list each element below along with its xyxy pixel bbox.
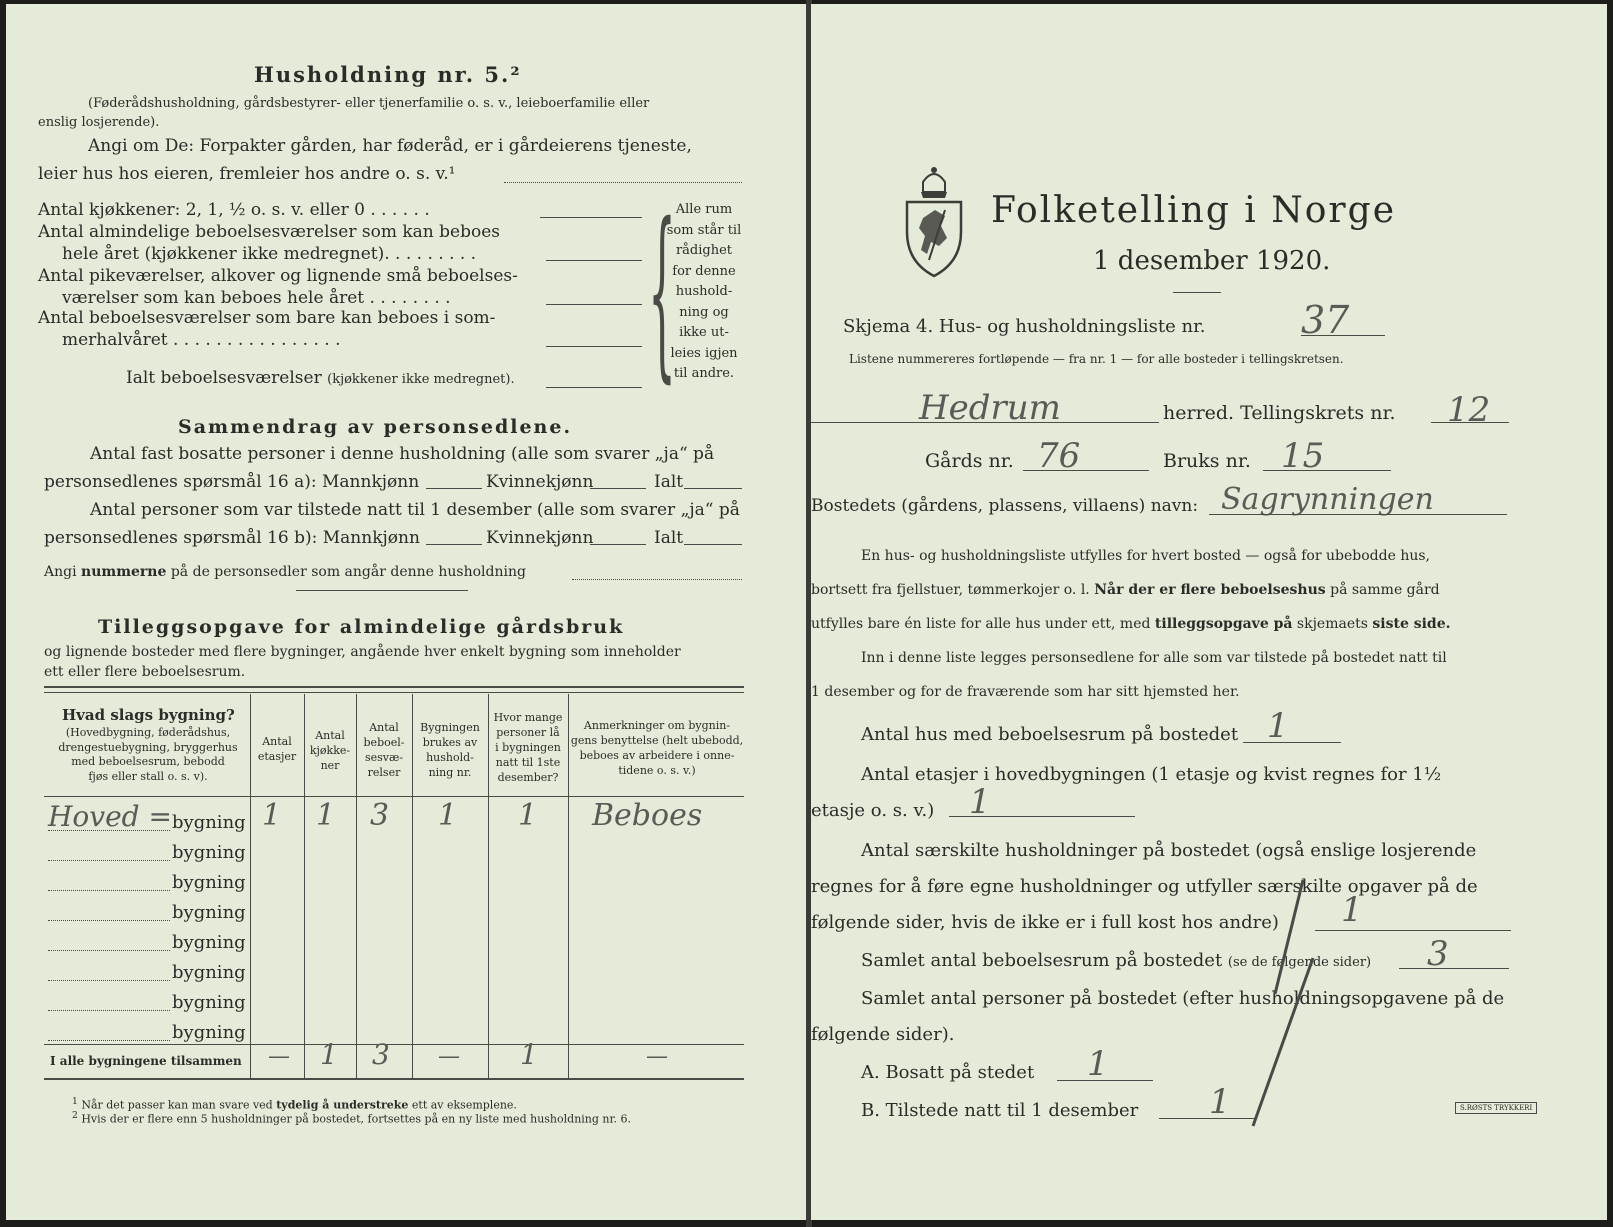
- angi-bold: nummerne: [81, 564, 167, 580]
- brace-note-line: ikke ut-: [679, 325, 729, 340]
- bosted-label: Bostedets (gårdens, plassens, villaens) navn:: [811, 496, 1199, 516]
- col3-header: [304, 728, 356, 773]
- col4-header-line: Antal: [369, 721, 399, 734]
- row-label: bygning: [172, 812, 246, 833]
- maid-fill: [546, 304, 642, 305]
- col2-header-line: etasjer: [257, 750, 297, 763]
- brace-note-line: leies igjen: [670, 345, 738, 361]
- bosted-name: Sagrynningen: [1221, 482, 1434, 517]
- q-pers-1: Samlet antal personer på bostedet (efter husholdningsopgavene på de: [861, 988, 1505, 1009]
- col6-header-line: desember?: [497, 771, 559, 784]
- summary-p1-1: Antal fast bosatte personer i denne husholdning (alle som svarer „ja“ på: [90, 444, 715, 464]
- col5-header-line: brukes av: [422, 736, 478, 749]
- q-hush-answer: 1: [1341, 890, 1363, 930]
- row-label: bygning: [172, 962, 246, 983]
- bosted-fill: [1209, 514, 1507, 515]
- summary-title: Sammendrag av personsedlene.: [178, 416, 573, 438]
- row-name-fill: [48, 890, 170, 891]
- total-husholdning: —: [438, 1044, 460, 1069]
- row-name-fill: [48, 1010, 170, 1011]
- q-hush-1: Antal særskilte husholdninger på bostedet (også enslige losjerende: [861, 840, 1477, 861]
- gards-fill: [1023, 470, 1149, 471]
- col6-header-line: natt til 1ste: [495, 756, 561, 769]
- row-name-fill: [48, 1040, 170, 1041]
- p1-ialt-fill: [684, 488, 742, 489]
- total-label: I alle bygningene tilsammen: [50, 1054, 242, 1068]
- table-top-rule: [44, 686, 744, 688]
- row-husholdning: 1: [438, 798, 458, 833]
- rooms-ordinary-2: hele året (kjøkkener ikke medregnet). . . . . . . . .: [62, 244, 477, 264]
- col2-header-line: Antal: [262, 735, 292, 748]
- col6-header-line: personer lå: [496, 726, 560, 739]
- col1-sub: [48, 726, 248, 784]
- summary-p2-1: Antal personer som var tilstede natt til 1 desember (alle som svarer „ja“ på: [90, 500, 740, 520]
- rooms-total-paren: (kjøkkener ikke medregnet).: [327, 372, 515, 387]
- total-personer: 1: [520, 1038, 538, 1071]
- col6-header-line: Hvor mange: [493, 711, 563, 724]
- q-etasjer-fill: [949, 816, 1135, 817]
- col7-header-line: gens benyttelse (helt ubebodd,: [570, 734, 744, 747]
- angi-nummer-fill: [572, 579, 742, 580]
- listene-note: Listene nummereres fortløpende — fra nr. 1 — for alle bosteder i tellingskretsen.: [849, 352, 1344, 366]
- q-rum-fill: [1399, 968, 1509, 969]
- footnote-2-text: Hvis der er flere enn 5 husholdninger på bostedet, fortsettes på en ny liste med husholdning nr. 6.: [81, 1112, 632, 1126]
- col4-header-line: beboel-: [363, 736, 405, 749]
- bruks-number: 15: [1281, 436, 1325, 476]
- info-2-bold: Når der er flere beboelseshus: [1094, 582, 1326, 598]
- info-2-post: på samme gård: [1330, 582, 1440, 598]
- p1-kvinne: Kvinnekjønn: [486, 472, 594, 492]
- p2-mann-fill: [426, 544, 482, 545]
- q-pers-2: følgende sider).: [811, 1024, 955, 1045]
- p1-kvinne-fill: [590, 488, 646, 489]
- census-date: 1 desember 1920.: [1093, 246, 1331, 276]
- col7-header-line: beboes av arbeidere i onne-: [579, 749, 735, 762]
- footnote-2: [72, 1110, 631, 1126]
- gards-label: Gårds nr.: [925, 450, 1014, 472]
- row-label: bygning: [172, 902, 246, 923]
- row-label: bygning: [172, 842, 246, 863]
- rooms-ordinary-1: Antal almindelige beboelsesværelser som kan beboes: [38, 222, 500, 242]
- q-etasjer-answer: 1: [969, 782, 991, 822]
- info-3: [811, 616, 1451, 632]
- q-tilstede-answer: 1: [1209, 1082, 1231, 1122]
- footnote-1-post: ett av eksemplene.: [411, 1098, 517, 1112]
- angi-line-1: Angi om De: Forpakter gården, har føderåd, er i gårdeierens tjeneste,: [88, 136, 692, 156]
- table-header-rule: [44, 796, 744, 797]
- main-title: Folketelling i Norge: [991, 190, 1396, 231]
- title-rule: [1173, 292, 1221, 293]
- p1-mann-fill: [426, 488, 482, 489]
- col1-sub-line: (Hovedbygning, føderådshus,: [65, 726, 231, 739]
- herred-label: herred. Tellingskrets nr.: [1163, 402, 1396, 424]
- rooms-summer-1: Antal beboelsesværelser som bare kan beboes i som-: [38, 308, 496, 328]
- row-name-fill: [48, 920, 170, 921]
- col7-header-line: tidene o. s. v.): [618, 764, 696, 777]
- summer-fill: [546, 346, 642, 347]
- row-hw-name: Hoved =: [48, 800, 172, 833]
- q-hus-fill: [1243, 742, 1341, 743]
- brace-icon: {: [648, 187, 676, 402]
- rooms-kitchens: Antal kjøkkener: 2, 1, ½ o. s. v. eller 0 . . . . . .: [38, 200, 430, 220]
- col1-sub-line: med beboelsesrum, bebodd: [71, 755, 225, 768]
- brace-note-line: ning og: [679, 304, 729, 320]
- table-top-rule-2: [44, 692, 744, 693]
- col1-title: Hvad slags bygning?: [62, 706, 235, 724]
- info-2-pre: bortsett fra fjellstuer, tømmerkojer o. l.: [811, 582, 1090, 598]
- supplement-desc-1: og lignende bosteder med flere bygninger, angående hver enkelt bygning som inneholder: [44, 644, 681, 660]
- p2-ialt: Ialt: [654, 528, 684, 548]
- q-rum-answer: 3: [1427, 934, 1449, 974]
- p2-kvinne-fill: [590, 544, 646, 545]
- bruks-fill: [1263, 470, 1391, 471]
- q-hush-3: følgende sider, hvis de ikke er i full kost hos andre): [811, 912, 1279, 933]
- total-etasjer: —: [268, 1044, 290, 1069]
- col2-header: [250, 734, 304, 764]
- row-personer: 1: [518, 798, 538, 833]
- angi-fill-line: [504, 182, 742, 183]
- q-hus-answer: 1: [1267, 706, 1289, 746]
- household-title: Husholdning nr. 5.²: [254, 62, 522, 87]
- info-5: 1 desember og for de fraværende som har sitt hjemsted her.: [811, 684, 1240, 700]
- q-hush-2: regnes for å føre egne husholdninger og utfyller særskilte opgaver på de: [811, 876, 1478, 897]
- pencil-mark-icon: [1191, 874, 1351, 1134]
- coat-of-arms-icon: [901, 162, 967, 280]
- col3-header-line: ner: [320, 759, 340, 772]
- row-label: bygning: [172, 1022, 246, 1043]
- total-vaerelser: 3: [372, 1038, 390, 1071]
- q-rum-paren: (se de følgende sider): [1227, 955, 1372, 970]
- footnote-1-mark: 1: [72, 1096, 78, 1107]
- col3-header-line: Antal: [315, 729, 345, 742]
- total-kjokken: 1: [320, 1038, 338, 1071]
- col6-header-line: i bygningen: [495, 741, 561, 754]
- brace-note: [662, 200, 746, 385]
- row-label: bygning: [172, 932, 246, 953]
- col3-header-line: kjøkke-: [309, 744, 351, 757]
- col5-header: [412, 720, 488, 780]
- footnote-1-bold: tydelig å understreke: [276, 1098, 409, 1112]
- rooms-maid-2: værelser som kan beboes hele året . . . . . . . .: [62, 288, 451, 308]
- q-tilstede: B. Tilstede natt til 1 desember: [861, 1100, 1139, 1121]
- gards-number: 76: [1037, 436, 1081, 476]
- col5-header-line: Bygningen: [420, 721, 480, 734]
- left-page: [6, 4, 808, 1220]
- row-etasjer: 1: [262, 798, 282, 833]
- col4-header-line: relser: [367, 766, 401, 779]
- angi-line-2: leier hus hos eieren, fremleier hos andre o. s. v.¹: [38, 164, 456, 184]
- brace-note-line: som står til: [666, 222, 742, 238]
- intro-paren: (Føderådshusholdning, gårdsbestyrer- eller tjenerfamilie o. s. v., leieboerfamilie eller: [88, 96, 650, 111]
- info-3-mid: skjemaets: [1296, 616, 1368, 632]
- herred-fill: [811, 422, 1159, 423]
- info-3-bold: tilleggsopgave på: [1154, 616, 1293, 632]
- supplement-desc-2: ett eller flere beboelsesrum.: [44, 664, 246, 680]
- schema-label: Skjema 4. Hus- og husholdningsliste nr.: [843, 316, 1206, 337]
- q-etasjer-1: Antal etasjer i hovedbygningen (1 etasje og kvist regnes for 1½: [861, 764, 1442, 785]
- row-anm: Beboes: [592, 798, 703, 833]
- footnote-1-pre: Når det passer kan man svare ved: [81, 1098, 273, 1112]
- info-4: Inn i denne liste legges personsedlene for alle som var tilstede på bostedet natt til: [861, 650, 1447, 666]
- q-bosatt-fill: [1057, 1080, 1153, 1081]
- schema-fill: [1301, 335, 1385, 336]
- rooms-summer-2: merhalvåret . . . . . . . . . . . . . . . .: [62, 330, 341, 350]
- brace-note-line: for denne: [672, 263, 736, 279]
- col1-sub-line: fjøs eller stall o. s. v).: [88, 769, 208, 783]
- intro-paren-2: enslig losjerende).: [38, 115, 160, 130]
- col6-header: [488, 710, 568, 785]
- row-name-fill: [48, 950, 170, 951]
- krets-number: 12: [1447, 390, 1491, 430]
- supplement-title: Tilleggsopgave for almindelige gårdsbruk: [98, 616, 625, 638]
- bruks-label: Bruks nr.: [1163, 450, 1251, 472]
- row-label: bygning: [172, 992, 246, 1013]
- ordinary-fill: [546, 260, 642, 261]
- angi-post: på de personsedler som angår denne husholdning: [170, 564, 526, 580]
- info-1: En hus- og husholdningsliste utfylles for hvert bosted — også for ubebodde hus,: [861, 548, 1430, 564]
- section-divider: [296, 590, 468, 591]
- brace-note-line: hushold-: [675, 284, 733, 299]
- kitchens-fill: [540, 217, 642, 218]
- col7-header: [568, 718, 746, 778]
- right-page: [811, 4, 1607, 1220]
- info-3-bold2: siste side.: [1372, 616, 1451, 632]
- total-anm: —: [646, 1044, 668, 1069]
- angi-pre: Angi: [44, 564, 77, 580]
- krets-fill: [1431, 422, 1509, 423]
- col4-header: [356, 720, 412, 780]
- printer-stamp: S.RØSTS TRYKKERI: [1455, 1102, 1537, 1114]
- p2-kvinne: Kvinnekjønn: [486, 528, 594, 548]
- q-bosatt-answer: 1: [1087, 1044, 1109, 1084]
- col5-header-line: ning nr.: [428, 766, 472, 779]
- row-label: bygning: [172, 872, 246, 893]
- col5-header-line: hushold-: [426, 751, 474, 764]
- q-hus: Antal hus med beboelsesrum på bostedet: [861, 724, 1239, 745]
- brace-note-line: til andre.: [673, 366, 735, 381]
- rooms-total-label: Ialt beboelsesværelser: [126, 368, 322, 388]
- table-body-rule: [44, 1044, 744, 1045]
- schema-number: 37: [1301, 298, 1350, 342]
- row-name-fill: [48, 980, 170, 981]
- rooms-total: [126, 368, 515, 388]
- table-bottom-rule: [44, 1078, 744, 1080]
- col1-sub-line: drengestuebygning, bryggerhus: [58, 740, 238, 754]
- q-etasjer-2: etasje o. s. v.): [811, 800, 935, 821]
- row-kjokken: 1: [316, 798, 336, 833]
- brace-note-line: Alle rum: [675, 202, 733, 217]
- total-fill: [546, 387, 642, 388]
- q-rum-pre: Samlet antal beboelsesrum på bostedet: [861, 950, 1223, 971]
- q-bosatt: A. Bosatt på stedet: [861, 1062, 1035, 1083]
- summary-p1-2: personsedlenes spørsmål 16 a): Mannkjønn: [44, 472, 420, 492]
- info-2: [811, 582, 1440, 598]
- summary-angi: [44, 564, 526, 580]
- col7-header-line: Anmerkninger om bygnin-: [583, 719, 731, 732]
- info-3-pre: utfylles bare én liste for alle hus under ett, med: [811, 616, 1151, 632]
- summary-p2-2: personsedlenes spørsmål 16 b): Mannkjønn: [44, 528, 420, 548]
- p2-ialt-fill: [684, 544, 742, 545]
- row-vaerelser: 3: [370, 798, 390, 833]
- col4-header-line: sesvæ-: [364, 751, 404, 764]
- brace-note-line: rådighet: [675, 243, 733, 258]
- row-name-fill: [48, 860, 170, 861]
- footnote-2-mark: 2: [72, 1110, 78, 1121]
- p1-ialt: Ialt: [654, 472, 684, 492]
- rooms-maid-1: Antal pikeværelser, alkover og lignende små beboelses-: [38, 266, 518, 286]
- herred-name: Hedrum: [919, 388, 1061, 428]
